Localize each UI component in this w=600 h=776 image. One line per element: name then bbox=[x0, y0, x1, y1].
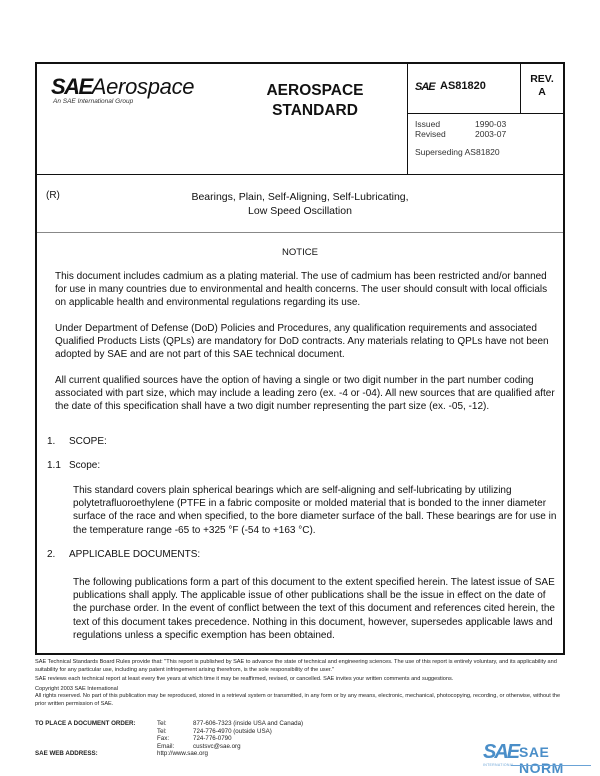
contact-value-2: 724-776-4970 (outside USA) bbox=[193, 727, 272, 735]
contact-key-4: Email: bbox=[157, 742, 175, 750]
logo-sae: SAE bbox=[51, 74, 92, 99]
section-2-text: The following publications form a part of this document to the extent specified herein. The latest issue of SAE publications shall apply. The applicable issue of other publications shall be the issue in effect on the date of the purchase order. In the event of conflict between the text of this document and references cited herein, the text of this document takes precedence. Nothing in this document, however, supersedes applicable laws and regulations unless a specific exemption has been obtained. bbox=[73, 577, 555, 641]
section-1-1-number: 1.1 bbox=[47, 460, 61, 471]
section-1-1-heading bbox=[47, 460, 100, 471]
section-2-title: APPLICABLE DOCUMENTS: bbox=[69, 549, 201, 560]
revision-cell bbox=[520, 64, 563, 114]
document-frame bbox=[35, 62, 565, 655]
issued-value: 1990-03 bbox=[475, 119, 507, 129]
doc-number: AS81820 bbox=[440, 80, 486, 92]
sae-norm-watermark bbox=[483, 741, 595, 776]
sae-mini-logo: SAE bbox=[415, 81, 435, 93]
footer-rights: All rights reserved. No part of this publication may be reproduced, stored in a retrieval system or transmitted, in any form or by any means, electronic, mechanical, photocopying, recording, or otherwise, without the prior written permission of SAE. bbox=[35, 693, 561, 707]
document-title bbox=[37, 190, 563, 218]
standard-title-line2: STANDARD bbox=[272, 102, 358, 119]
section-1-1-text: This standard covers plain spherical bearings which are self-aligning and self-lubricating by utilizing polytetrafluoroethylene (PTFE in a fabric composite or molded material that is bonded to the inner diameter surface of the race and when specified, to the bore diameter surface of the ball. These bearings are for use in the temperature range -65 to +325 °F (-54 to +163 °C). bbox=[73, 485, 557, 536]
logo-subtitle: An SAE International Group bbox=[53, 98, 134, 105]
issue-info-cell bbox=[407, 114, 563, 174]
section-2-number: 2. bbox=[47, 549, 56, 560]
title-line1: Bearings, Plain, Self-Aligning, Self-Lubricating, bbox=[191, 191, 409, 203]
section-1-heading bbox=[47, 436, 107, 447]
title-line2: Low Speed Oscillation bbox=[248, 205, 352, 217]
revised-value: 2003-07 bbox=[475, 129, 507, 139]
rev-label: REV. bbox=[530, 73, 554, 85]
rev-value: A bbox=[538, 86, 546, 98]
footer-copyright: Copyright 2003 SAE International bbox=[35, 686, 119, 692]
notice-paragraph-1: This document includes cadmium as a plating material. The use of cadmium has been restricted and/or banned for use in many countries due to environmental and health concerns. The user should consult with local officials on applicable health and environmental regulations regarding its use. bbox=[55, 271, 548, 309]
contact-key-2: Tel: bbox=[157, 727, 167, 735]
footer-review: SAE reviews each technical report at least every five years at which time it may be reaffirmed, revised, or cancelled. SAE invites your written comments and suggestions. bbox=[35, 676, 454, 682]
notice-paragraph-2: Under Department of Defense (DoD) Policies and Procedures, any qualification requirements and associated Qualified Products Lists (QPLs) are mandatory for DoD contracts. Any materials relating to QPLs have not been adopted by SAE and are not part of this SAE technical document. bbox=[55, 323, 549, 361]
doc-number-cell bbox=[407, 64, 520, 114]
revision-mark: (R) bbox=[46, 190, 60, 201]
contact-email[interactable]: custsvc@sae.org bbox=[193, 742, 241, 750]
header-left bbox=[37, 64, 407, 174]
section-2-heading bbox=[47, 549, 200, 560]
watermark-line bbox=[511, 765, 591, 766]
sae-aerospace-logo bbox=[51, 74, 194, 105]
contact-value-1: 877-606-7323 (inside USA and Canada) bbox=[193, 720, 304, 727]
web-address[interactable]: http://www.sae.org bbox=[157, 750, 208, 758]
revised-label: Revised bbox=[415, 129, 446, 139]
watermark-sae-logo: SAE bbox=[483, 741, 519, 763]
issued-row bbox=[415, 119, 507, 129]
section-1-title: SCOPE: bbox=[69, 436, 107, 447]
section-1-number: 1. bbox=[47, 436, 56, 447]
footer-rules: SAE Technical Standards Board Rules provide that: "This report is published by SAE to advance the state of technical and engineering sciences. The use of this report is entirely voluntary, and its applicability and suitability for any particular use, including any patent infringement arising therefrom, is the sole responsibility of the user." bbox=[35, 659, 557, 673]
logo-aerospace: Aerospace bbox=[91, 74, 195, 99]
revised-row bbox=[415, 129, 507, 139]
web-label: SAE WEB ADDRESS: bbox=[35, 750, 98, 758]
title-divider bbox=[37, 232, 563, 233]
standard-title bbox=[255, 81, 375, 121]
watermark-sub: INTERNATIONAL bbox=[483, 763, 515, 767]
watermark-name: SAE NORM bbox=[519, 744, 564, 776]
superseding: Superseding AS81820 bbox=[415, 147, 500, 157]
contact-value-3: 724-776-0790 bbox=[193, 735, 232, 743]
contact-key-1: Tel: bbox=[157, 720, 167, 727]
notice-paragraph-3: All current qualified sources have the option of having a single or two digit number in the part number coding associated with part size, which may include a leading zero (ex. -4 or -04). All new sources that are qualified after the date of this specification shall have a two digit number representing the part size (ex. -05, -12). bbox=[55, 375, 555, 413]
order-label: TO PLACE A DOCUMENT ORDER: bbox=[35, 720, 136, 727]
standard-title-line1: AEROSPACE bbox=[266, 82, 364, 99]
issued-label: Issued bbox=[415, 119, 441, 129]
notice-heading: NOTICE bbox=[282, 247, 318, 258]
section-1-1-title: Scope: bbox=[69, 460, 101, 471]
header-divider bbox=[37, 174, 563, 175]
contact-key-3: Fax: bbox=[157, 735, 170, 743]
